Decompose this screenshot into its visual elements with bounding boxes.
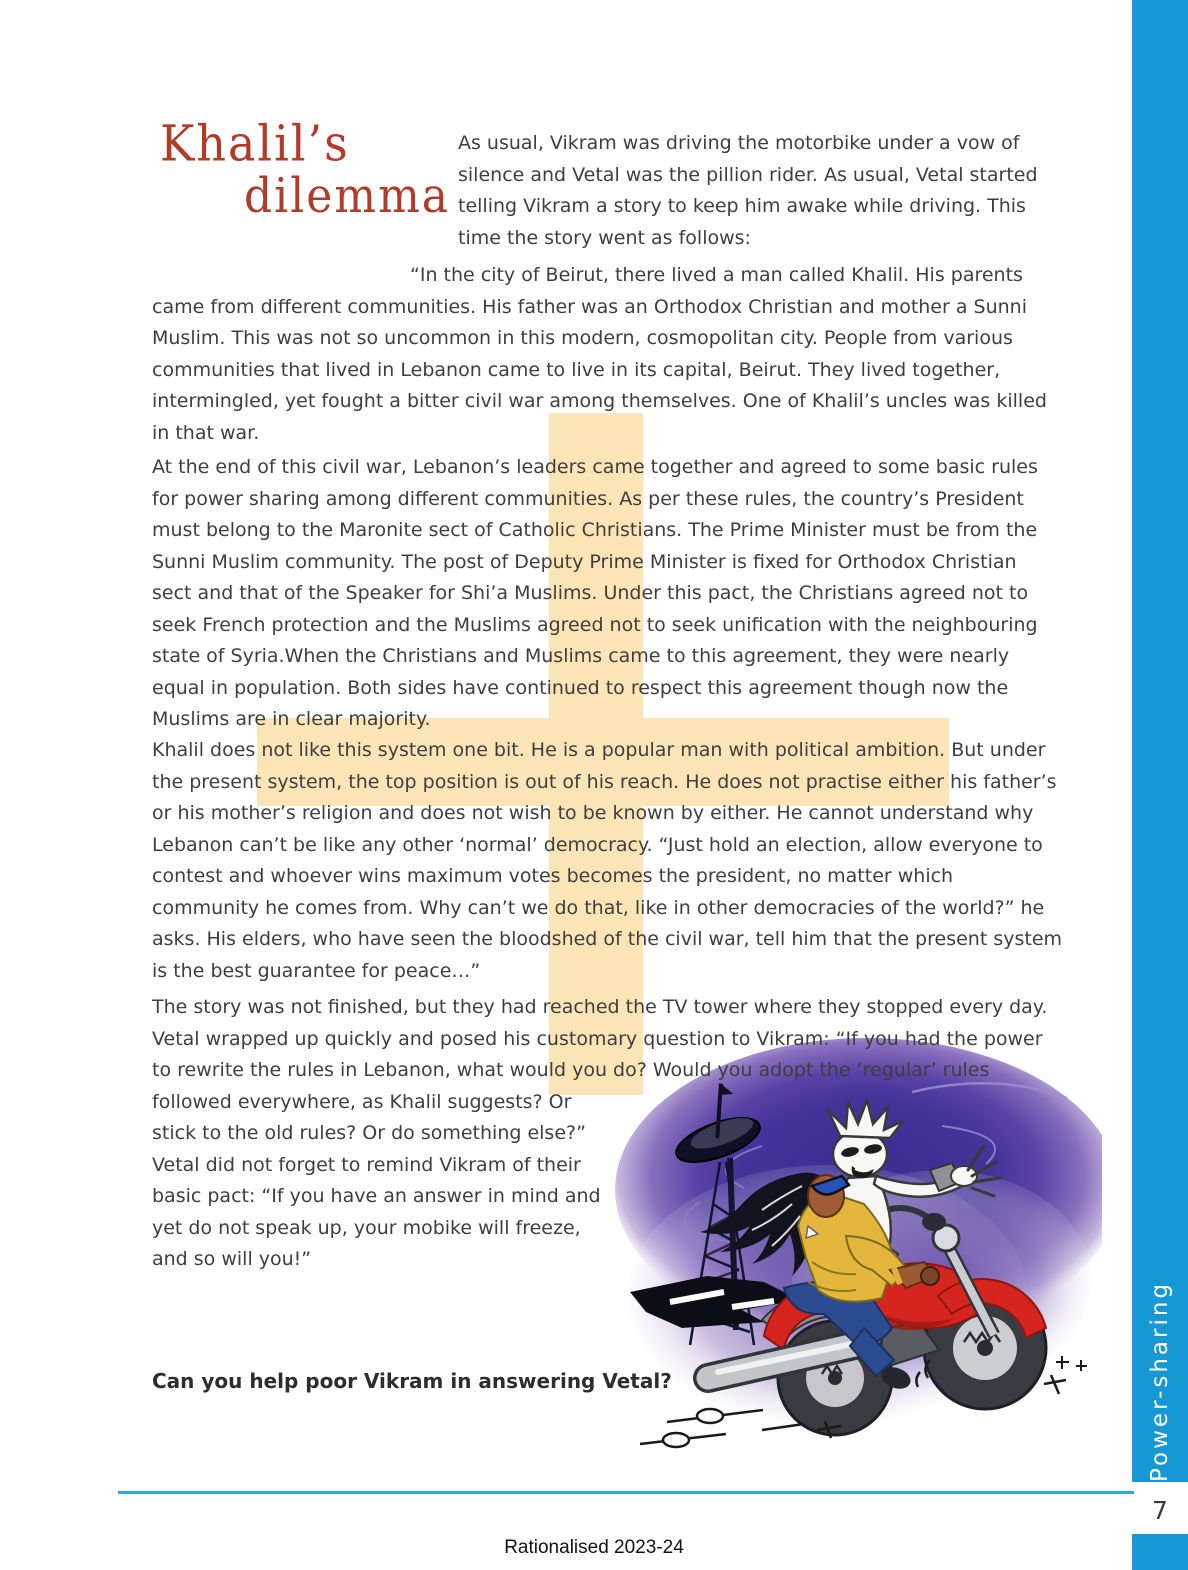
story-paragraph-1: “In the city of Beirut, there lived a man called Khalil. His parents came from different communities. His father was an Orthodox Christian and mother a Sunni Muslim. This was not so uncommon in this modern, cosmopolitan city. People from various communities that lived in Lebanon came to live in its capital, Beirut. They lived together, intermingled, yet fought a bitter civil war among themselves. One of Khalil’s uncles was killed in that war. (152, 264, 1047, 444)
footer-rule (118, 1491, 1134, 1494)
story-paragraph-4-text: The story was not finished, but they had reached the TV tower where they stopped every day. Vetal wrapped up quickly and posed his customary question to Vikram: “If you had the power to rewrite the rules in Lebanon, what would you do? Would you adopt the ‘regular’ rules followed everywhere, as Khalil suggests? Or stick to the old rules? Or do something else?” Vetal did not forget to remind Vikram of their basic pact: “If you have an answer in mind and yet do not speak up, your mobike will freeze, and so will you!” (152, 996, 1048, 1270)
chapter-label: Power-sharing (1147, 1280, 1173, 1482)
page-number: 7 (1152, 1496, 1168, 1525)
intro-paragraph: As usual, Vikram was driving the motorbike under a vow of silence and Vetal was the pillion rider. As usual, Vetal started telling Vikram a story to keep him awake while driving. This time the story went as follows: (458, 132, 1038, 249)
story-paragraph-3: Khalil does not like this system one bit. He is a popular man with political ambition. But under the present system, the top position is out of his reach. He does not practise either his father’s or his mother’s religion and does not wish to be known by either. He cannot understand why Lebanon can’t be like any other ‘normal’ democracy. “Just hold an election, allow everyone to contest and whoever wins maximum votes becomes the president, no matter which community he comes from. Why can’t we do that, like in other democracies of the world?” he asks. His elders, who have seen the bloodshed of the civil war, tell him that the present system is the best guarantee for peace…” (152, 739, 1063, 982)
story-paragraph-2: At the end of this civil war, Lebanon’s leaders came together and agreed to some basic rules for power sharing among different communities. As per these rules, the country’s President must belong to the Maronite sect of Catholic Christians. The Prime Minister must be from the Sunni Muslim community. The post of Deputy Prime Minister is fixed for Orthodox Christian sect and that of the Speaker for Shi’a Muslims. Under this pact, the Christians agreed not to seek French protection and the Muslims agreed not to seek unification with the neighbouring state of Syria.When the Christians and Muslims came to this agreement, they were nearly equal in population. Both sides have continued to respect this agreement though now the Muslims are in clear majority. (152, 456, 1038, 730)
footer-note: Rationalised 2023-24 (504, 1537, 684, 1558)
question-line: Can you help poor Vikram in answering Vetal? (152, 1369, 672, 1393)
story-paragraph-4 (152, 992, 1058, 1357)
story-title-line1: Khalil’s (160, 113, 350, 173)
story-title (160, 113, 451, 224)
illustration-wrap-spacer (608, 1087, 1058, 1357)
story-title-line2: dilemma (244, 168, 451, 224)
sidebar-blue-bar-bottom (1132, 1534, 1188, 1570)
